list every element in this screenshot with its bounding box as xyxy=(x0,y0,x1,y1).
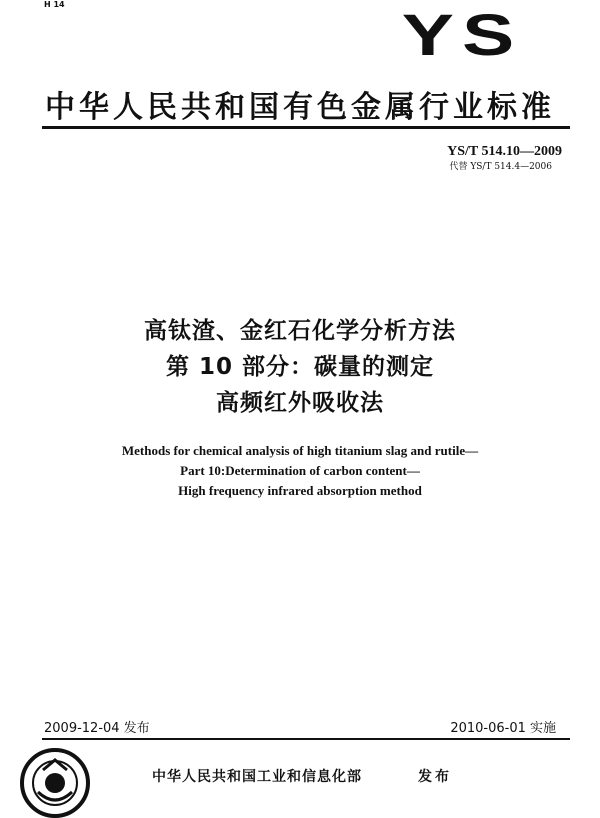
title-en-line2: Part 10:Determination of carbon content— xyxy=(180,463,420,478)
standard-category-title: 中华人民共和国有色金属行业标准 xyxy=(45,90,555,125)
ministry-seal-icon xyxy=(20,748,90,818)
title-en-line3: High frequency infrared absorption method xyxy=(178,483,422,498)
implement-date: 2010-06-01 实施 xyxy=(450,721,556,736)
issue-label: 发布 xyxy=(418,769,452,785)
ys-logo: YS xyxy=(401,3,522,68)
classification-code: H 14 xyxy=(44,0,65,9)
footer-divider xyxy=(42,738,570,740)
issuing-authority: 中华人民共和国工业和信息化部 xyxy=(152,769,362,785)
title-en-line1: Methods for chemical analysis of high titanium slag and rutile— xyxy=(121,443,479,458)
standard-number: YS/T 514.10—2009 xyxy=(447,144,562,159)
title-cn-line1: 高钛渣、金红石化学分析方法 xyxy=(144,318,456,344)
replaces-standard: 代替 YS/T 514.4—2006 xyxy=(449,162,552,172)
title-cn-line3: 高频红外吸收法 xyxy=(216,390,384,416)
publish-date: 2009-12-04 发布 xyxy=(44,721,150,736)
header-divider xyxy=(42,126,570,129)
title-cn-line2: 第 10 部分：碳量的测定 xyxy=(165,354,435,380)
